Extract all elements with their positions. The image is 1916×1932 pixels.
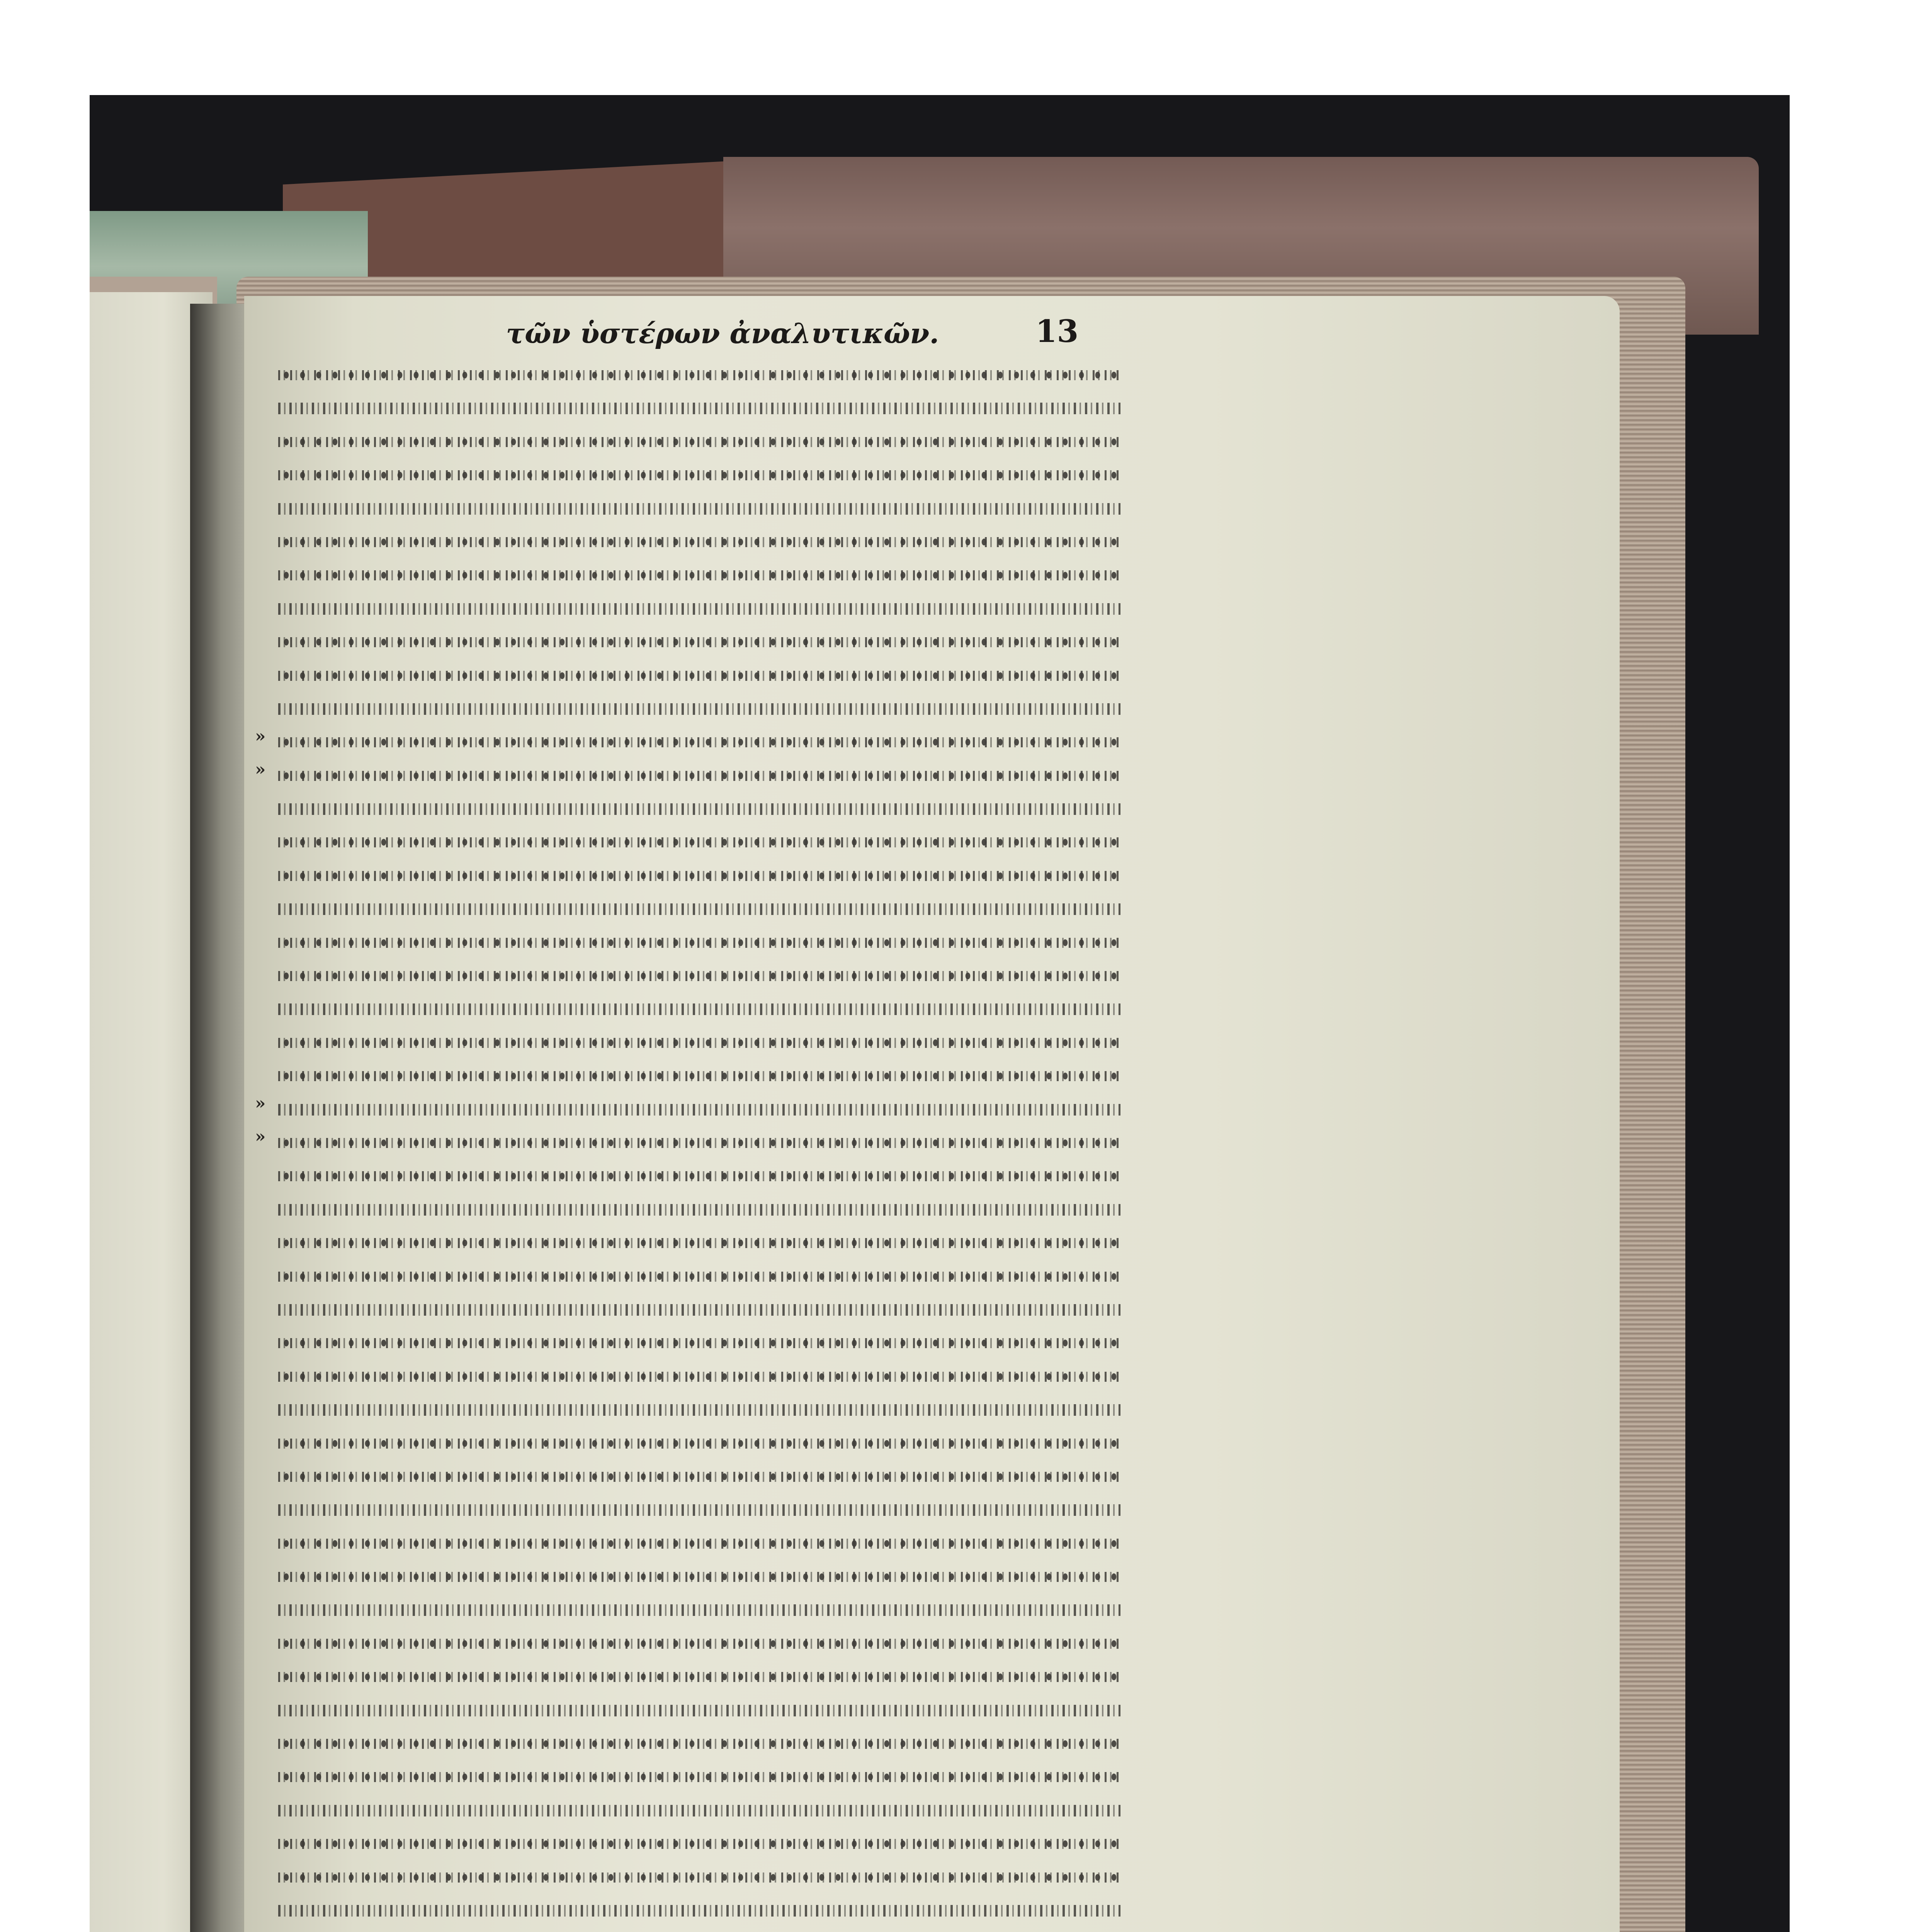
margin-mark: » (255, 726, 266, 746)
text-line (278, 1928, 1087, 1932)
text-line (278, 1795, 1120, 1823)
text-line (278, 1160, 1120, 1189)
text-line (278, 593, 1120, 622)
text-line (278, 1528, 1120, 1556)
margin-mark: » (255, 1094, 266, 1113)
text-line (278, 1661, 1120, 1690)
text-line (278, 393, 1120, 421)
text-line (278, 726, 1120, 755)
text-line (278, 1227, 1120, 1256)
text-line (278, 1428, 1120, 1456)
text-line (278, 1728, 1120, 1757)
text-line (278, 1461, 1120, 1490)
text-line (278, 1327, 1120, 1356)
text-line (278, 1261, 1120, 1289)
text-line (278, 760, 1120, 789)
text-line (278, 1361, 1120, 1389)
text-line (278, 1294, 1120, 1323)
text-line (278, 359, 1120, 388)
text-line (278, 660, 1120, 689)
text-line (278, 860, 1120, 889)
text-line (278, 1828, 1120, 1857)
text-line (278, 626, 1120, 655)
text-line (278, 1761, 1120, 1790)
text-line (278, 1628, 1120, 1656)
text-line (278, 526, 1120, 555)
text-line (278, 993, 1120, 1022)
text-line (278, 1027, 1120, 1056)
text-line (278, 1494, 1120, 1523)
text-line (278, 1127, 1120, 1156)
text-line (278, 426, 1120, 455)
greek-text-block (278, 359, 1120, 1932)
text-line (278, 1194, 1120, 1223)
text-line (278, 1862, 1120, 1890)
margin-mark: » (255, 1127, 266, 1146)
text-line (278, 827, 1120, 855)
text-line (278, 1094, 1120, 1122)
running-head: τῶν ὑστέρων ἀναλυτικῶν. (506, 317, 939, 350)
text-line (278, 960, 1120, 989)
text-line (278, 1394, 1120, 1423)
text-line (278, 560, 1120, 588)
text-line (278, 693, 1120, 722)
folio-number: 13 (1035, 313, 1079, 349)
text-line (278, 1594, 1120, 1623)
text-line (278, 1895, 1120, 1923)
text-line (278, 927, 1120, 956)
text-line (278, 1060, 1120, 1089)
text-line (278, 893, 1120, 922)
text-line (278, 459, 1120, 488)
text-line (278, 1695, 1120, 1723)
margin-mark: » (255, 760, 266, 779)
text-line (278, 1561, 1120, 1590)
text-line (278, 793, 1120, 822)
text-line (278, 493, 1120, 522)
